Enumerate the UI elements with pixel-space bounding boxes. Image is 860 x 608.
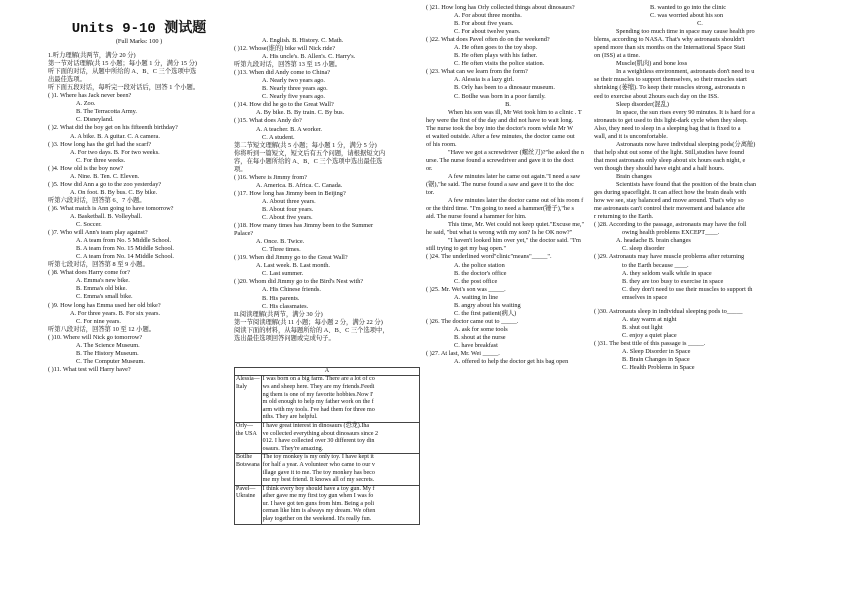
question: ( )3. How long has the girl had the scarf? — [48, 140, 152, 148]
question: ( )7. Who will Ann's team play against? — [48, 229, 148, 237]
option: C. The Computer Museum. — [76, 357, 145, 365]
option: A. they seldom walk while in space — [622, 269, 712, 277]
passage-line: still trying to get my bag open." — [426, 245, 507, 253]
passage-line: r returning to the Earth. — [594, 213, 654, 221]
instruction: 听第八段对话，回答第 10 至 12 小题。 — [48, 325, 156, 333]
option: A. Basketball. B. Volleyball. — [70, 212, 143, 220]
subheading: Brain changes — [616, 172, 652, 180]
option: B. the doctor's office — [454, 269, 507, 277]
option: C. About five years. — [262, 214, 313, 222]
passage-line: (锯),"he said. The nurse found a saw and gave it to the doc — [426, 181, 574, 189]
question: ( )13. When did Andy come to China? — [234, 69, 331, 77]
option: A. Sleep Disorder in Space — [622, 347, 691, 355]
table-line: m old enough to help my father work on the f — [262, 399, 374, 406]
option: B. Brain Changes in Space — [622, 356, 690, 364]
table-line: 012. I have collected over 30 different toy din — [262, 438, 375, 445]
passage-line: that help shut out some of the light. Still,studies have found — [594, 148, 745, 156]
option: C. For three weeks. — [76, 156, 126, 164]
option: A. A teacher. B. A worker. — [256, 125, 322, 133]
instruction: 听第七段对话，回答第 8 至 9 小题。 — [48, 261, 149, 269]
table-line: me my best friend. It knows all of my secrets. — [262, 477, 375, 484]
option: B. He often plays with his father. — [454, 52, 538, 60]
question: owing health problems EXCEPT____. — [622, 229, 720, 237]
instruction: 选出最佳选项回答问题或完成句子。 — [234, 334, 335, 342]
option: A. Alessia is a lazy girl. — [454, 76, 514, 84]
option: B. The Terracotta Army. — [76, 108, 137, 116]
passage-line: spend more than six months on the International Space Stati — [594, 44, 746, 52]
question: ( )30. Astronauts sleep in individual sleeping pods to_____ — [594, 307, 743, 315]
question: ( )4. How old is the boy now? — [48, 164, 124, 172]
passage-line: of his room. — [426, 140, 457, 148]
table-header: A — [235, 367, 420, 376]
option: A. Last week. B. Last month. — [256, 262, 330, 270]
question: ( )14. How did he go to the Great Wall? — [234, 101, 334, 109]
passage-line: se their muscles to support themselves, so their muscles start — [594, 76, 747, 84]
option: C. He often visits the police station. — [454, 60, 545, 68]
option: B. A team from No. 15 Middle School. — [76, 245, 174, 253]
passage-line: Spending too much time in space may cause health pro — [616, 28, 755, 36]
instruction: 听第六段对话，回答第 6、7 小题。 — [48, 196, 146, 204]
option: B. About four years. — [262, 205, 314, 213]
option: C. they don't need to use their muscles to support th — [622, 285, 753, 293]
table-line: ceman like him is always my dream. We often — [262, 508, 376, 515]
option: C. enjoy a quiet place — [622, 331, 677, 339]
passage-line: A few minutes later he came out again."I need a saw — [448, 172, 581, 180]
page-title: Units 9-10 测试题 — [71, 21, 207, 37]
table-row — [235, 454, 420, 485]
question: ( )18. How many times has Jimmy been to the Summer — [234, 222, 374, 230]
option: C. Health Problems in Space — [622, 364, 695, 372]
question: ( )19. When did Jimmy go to the Great Wall? — [234, 254, 348, 262]
option: A. Emma's new bike. — [76, 277, 130, 285]
option: B. Emma's old bike. — [76, 285, 127, 293]
table-cell-text — [261, 485, 419, 524]
table-line: I think every boy should have a toy gun. My f — [262, 485, 375, 492]
option: A. His Chinese friends. — [262, 286, 321, 294]
table-line: ws and sheep here. They are my friends.Feedi — [262, 383, 375, 390]
table-line: I have great interest in dinosaurs (恐龙).Iha — [262, 422, 370, 429]
passage-line: or the third time. "I'm going to need a hammer(锤子),"he s — [426, 205, 574, 213]
option: B. His parents. — [262, 294, 300, 302]
table-cell-name: Pavel—Ukraine — [235, 485, 262, 524]
question: ( )1. Where has Jack never been? — [48, 92, 132, 100]
question: ( )24. The underlined word"clinic"means"_____". — [426, 253, 552, 261]
option: A. For about three months. — [454, 12, 522, 20]
table-cell-text — [261, 422, 419, 453]
passage-line: When his son was ill, Mr Wei took him to a clinic . T — [448, 108, 582, 116]
passage-line: In a weightless environment, astronauts don't need to u — [616, 68, 755, 76]
option: B. they are too busy to exercise in space — [622, 277, 724, 285]
option: emselves in space — [622, 293, 668, 301]
column-1 — [48, 20, 230, 608]
column-4 — [594, 4, 806, 608]
option: B. wanted to go into the clinic — [650, 4, 727, 11]
option: A. English. B. History. C. Math. — [262, 37, 344, 44]
question: Palace? — [234, 230, 254, 238]
table-line: play together on the weekend. It's really fun. — [262, 516, 372, 523]
table-line: for half a year. A volunteer who came to our v — [262, 461, 375, 468]
instruction: 出最佳选项。 — [48, 76, 86, 84]
question: to the Earth because ____. — [622, 261, 689, 269]
passage-line: aid. The nurse found a hammer for him. — [426, 213, 527, 221]
table-cell-text — [261, 454, 419, 485]
option: A. headache B. brain changes — [616, 237, 691, 245]
question: ( )29. Astronauts may have muscle problems after returning — [594, 253, 745, 261]
section-heading: 第一节阅读理解(共 11 小题；每小题 2 分，满分 22 分) — [234, 318, 383, 326]
option: A. About three years. — [262, 197, 316, 205]
table-line: I was born on a big farm. There are a lot of co — [262, 376, 375, 383]
table-cell-name: Botlhe Botswana — [235, 454, 262, 485]
instruction: 项。 — [234, 165, 247, 173]
option: A. For two days. B. For two weeks. — [70, 148, 160, 156]
question: ( )11. What test will Harry have? — [48, 365, 131, 373]
option: C. His classmates. — [262, 302, 309, 310]
option: C. Three times. — [262, 246, 301, 254]
question: ( )9. How long has Emma used her old bike? — [48, 301, 161, 309]
column-3 — [426, 4, 590, 608]
option: C. A team from No. 14 Middle School. — [76, 253, 174, 261]
passage-label: C. — [697, 20, 703, 28]
section-heading: 第二节短文理解(共 5 小题；每小题 1 分，满分 5 分) — [234, 141, 377, 149]
question: ( )16. Where is Jimmy from? — [234, 173, 307, 181]
section-heading: 1.听力理解(共两节，满分 20 分) — [48, 52, 136, 60]
table-row — [235, 422, 420, 453]
table-line: ur. I have got ten guns from him. Being a poli — [262, 500, 375, 507]
option: C. have breakfast — [454, 341, 498, 349]
table-line: osaurs. They're amazing. — [262, 445, 324, 452]
passage-label: B. — [505, 100, 511, 108]
passage-line: on (ISS) at a time. — [594, 52, 640, 60]
passage-line: A few minutes later the doctor came out of his room f — [448, 197, 584, 205]
option: A. Nine. B. Ten. C. Eleven. — [70, 172, 140, 180]
option: C. sleep disorder — [622, 245, 665, 253]
passage-line: ven though they should have eight and a half hours. — [594, 164, 725, 172]
instruction: 听第九段对话，回答第 13 至 15 小题。 — [234, 61, 342, 69]
question: ( )22. What does Pavel often do on the weekend? — [426, 36, 550, 44]
option: C. For about twelve years. — [454, 28, 521, 36]
table-line: ve collected everything about dinosaurs since 2 — [262, 430, 379, 437]
passage-line: urse. The nurse found a screwdriver and gave it to the doct — [426, 156, 574, 164]
passage-line: wall, and it is uncomfortable. — [594, 132, 668, 140]
option: C. Nearly five years ago. — [262, 93, 325, 101]
option: A. waiting in line — [454, 293, 499, 301]
option: A. By bike. B. By train. C. By bus. — [256, 109, 345, 117]
instruction: 听下面的对话，从题中所给的 A、B、C 三个选项中选 — [48, 68, 197, 76]
table-line: The toy monkey is my only toy. I have kept it — [262, 454, 374, 461]
passage-line: "Have we got a screwdriver (螺丝刀)?"he asked the n — [448, 148, 584, 156]
passage-line: ges during spaceflight. It can affect how the brain deals with — [594, 189, 747, 197]
option: C. Emma's small bike. — [76, 293, 133, 301]
passage-line: The nurse took the boy into the doctor's room while Mr W — [426, 124, 574, 132]
option: B. Nearly three years ago. — [262, 85, 328, 93]
option: A. Once. B. Twice. — [256, 238, 305, 246]
passage-line: blems, according to NASA. That's why astronauts shouldn't — [594, 36, 745, 44]
option: A. His uncle's. B. Allen's. C. Harry's. — [262, 53, 356, 61]
question: ( )28. According to the passage, astronauts may have the foll — [594, 221, 747, 229]
option: C. Botlhe was born in a poor family. — [454, 92, 546, 100]
passage-line: "I haven't looked him over yet," the doctor said. "I'm — [448, 237, 581, 245]
table-line: ng them is one of my favorite hobbies.Now I' — [262, 391, 374, 398]
option: A. A team from No. 5 Middle School. — [76, 237, 172, 245]
passage-line: he said, "but what is wrong with my son? Is he OK now?" — [426, 229, 573, 237]
subheading: Sleep disorder(混乱) — [616, 100, 669, 108]
table-row — [235, 376, 420, 423]
instruction: 阅读下面的材料，从每题所给的 A、B、C 三个选项中， — [234, 326, 389, 334]
table-line: illage gave it to me. The toy monkey has beco — [262, 469, 375, 476]
passage-line: stronauts to get used to this light-dark cycle when they sleep. — [594, 116, 748, 124]
section-heading: II.阅读理解(共两节，满分 30 分) — [234, 310, 323, 318]
passage-line: tor. — [426, 189, 435, 197]
option: B. shout at the nurse — [454, 333, 506, 341]
option: C. Last summer. — [262, 270, 304, 278]
option: A. A bike. B. A guitar. C. A camera. — [70, 132, 160, 140]
passage-line: ei waited outside. After a few minutes, the doctor came out — [426, 132, 575, 140]
option: B. angry about his waiting — [454, 301, 521, 309]
table-cell-name: Alessia—Italy — [235, 376, 262, 423]
passage-line: Astronauts now have individual sleeping pods(分离舱) — [616, 140, 756, 148]
question: ( )23. What can we learn from the form? — [426, 68, 528, 76]
full-marks: (Full Marks: 100 ) — [115, 38, 163, 45]
question: ( )2. What did the boy get on his fifteenth birthday? — [48, 124, 178, 132]
instruction: 第一节对话理解(共 15 小题；每小题 1 分，满分 15 分) — [48, 60, 198, 68]
question: ( )8. What does Harry come for? — [48, 269, 130, 277]
column-2 — [234, 37, 422, 608]
instruction: 你将听到一篇短文，短文后有五个问题，请根据短文内 — [234, 149, 386, 157]
passage-line: that most astronauts only sleep about six hours each night, e — [594, 156, 746, 164]
passage-line: Scientists have found that the position of the brain chan — [616, 181, 757, 189]
table-cell-name: Orly—the USA — [235, 422, 262, 453]
option: A. Nearly two years ago. — [262, 77, 325, 85]
passage-line: This time, Mr. Wei could not keep quiet."Excuse me," — [448, 221, 585, 229]
table-line: ather gave me my first toy gun when I was fo — [262, 493, 374, 500]
instruction: 听下面五段对话，每听完一段对话后，回答 1 个小题。 — [48, 84, 200, 92]
option: A. Zoo. — [76, 100, 96, 108]
option: C. Disneyland. — [76, 116, 114, 124]
question: ( )12. Whose(谁的) bike will Nick ride? — [234, 45, 336, 53]
table-line: arm with my tools. I've had them for three mo — [262, 406, 375, 413]
question: ( )26. The doctor came out to _____. — [426, 317, 519, 325]
passage-line: eed to exercise about 2hours each day on the ISS. — [594, 92, 719, 100]
option: C. Soccer. — [76, 221, 102, 229]
option: A. America. B. Africa. C. Canada. — [256, 181, 343, 189]
option: B. Orly has been to a dinosaur museum. — [454, 84, 555, 92]
question: ( )25. Mr. Wei's son was _____. — [426, 285, 506, 293]
passage-line: hey were the first of the day and did not have to wait long. — [426, 116, 574, 124]
question: ( )10. Where will Nick go tomorrow? — [48, 333, 143, 341]
question: ( )27. At last, Mr. Wei _____. — [426, 350, 500, 358]
passage-line: In space, the sun rises every 90 minutes. It is hard for a — [616, 108, 755, 116]
option: C. For nine years. — [76, 317, 121, 325]
option: C. the first patient(病人) — [454, 309, 517, 317]
question: ( )20. Whom did Jimmy go to the Bird's Nest with? — [234, 278, 364, 286]
option: A. On foot. B. By bus. C. By bike. — [70, 188, 158, 196]
passage-line: Also, they need to sleep in a sleeping bag that is fixed to a — [594, 124, 741, 132]
table-cell-text — [261, 376, 419, 423]
option: B. The History Museum. — [76, 349, 139, 357]
question: ( )15. What does Andy do? — [234, 117, 302, 125]
option: C. was worried about his son — [650, 12, 724, 20]
question: ( )31. The best title of this passage is _____. — [594, 339, 706, 347]
option: A. He often goes to the toy shop. — [454, 44, 538, 52]
question: ( )6. What match is Ann going to have tomorrow? — [48, 204, 174, 212]
option: C. the post office — [454, 277, 498, 285]
option: A. The Science Museum. — [76, 341, 140, 349]
instruction: 容，在每小题所给的 A、B、C 三个选项中选出最佳选 — [234, 157, 383, 165]
question: ( )21. How long has Orly collected things about dinosaurs? — [426, 4, 575, 11]
table-row — [235, 485, 420, 524]
option: C. A student. — [262, 133, 295, 141]
reading-table — [234, 367, 420, 525]
passage-line: or. — [426, 164, 433, 172]
option: A. stay warm at night — [622, 315, 677, 323]
option: A. the police station — [454, 261, 505, 269]
option: B. shut out light — [622, 323, 663, 331]
option: A. offered to help the doctor get his bag open — [454, 358, 569, 366]
option: A. For three years. B. For six years. — [70, 309, 161, 317]
passage-line: how we see, stay balanced and move around. That's why so — [594, 197, 744, 205]
subheading: Muscle(肌肉) and bone loss — [616, 60, 688, 68]
question: ( )17. How long has Jimmy been in Beijing? — [234, 189, 346, 197]
option: B. For about five years. — [454, 20, 514, 28]
passage-line: me astronauts can't control their movement and balance afte — [594, 205, 746, 213]
table-line: nths. They are helpful. — [262, 414, 318, 421]
option: A. ask for some tools — [454, 325, 508, 333]
question: ( )5. How did Ann a go to the zoo yesterday? — [48, 180, 162, 188]
passage-line: shrinking (萎缩). To keep their muscles strong, astronauts n — [594, 84, 745, 92]
